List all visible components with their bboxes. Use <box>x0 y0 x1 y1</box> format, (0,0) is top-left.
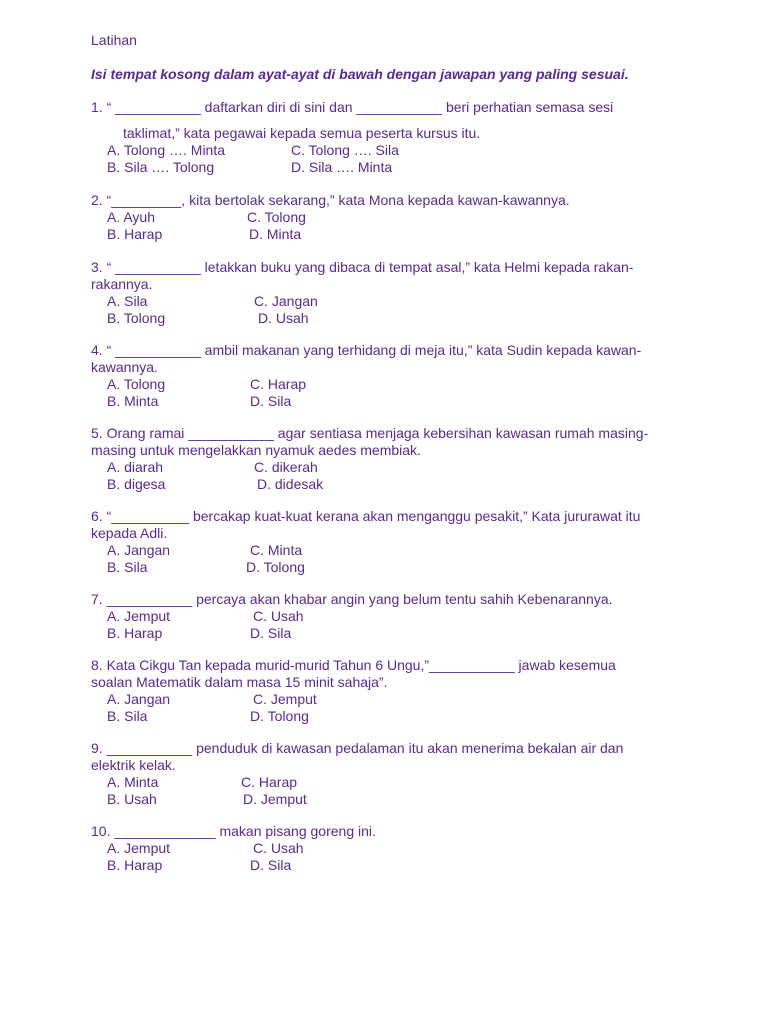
options <box>91 691 691 725</box>
option-d: D. Jemput <box>243 791 307 807</box>
option-d: D. Sila …. Minta <box>291 159 393 175</box>
question-stem-continued: masing untuk mengelakkan nyamuk aedes membiak. <box>91 442 421 458</box>
question-8 <box>91 657 691 725</box>
question-1 <box>91 99 691 176</box>
option-c: C. Jangan <box>254 293 318 309</box>
options <box>91 376 691 410</box>
question-stem: 4. “ ___________ ambil makanan yang terhidang di meja itu,” kata Sudin kepada kawan- <box>91 342 642 358</box>
question-stem-continued: elektrik kelak. <box>91 757 176 773</box>
options <box>91 459 691 493</box>
option-d: D. Tolong <box>250 708 309 724</box>
question-stem: 2. “_________, kita bertolak sekarang,” kata Mona kepada kawan-kawannya. <box>91 192 570 208</box>
option-a: A. Sila <box>107 293 148 309</box>
option-a: A. Jemput <box>107 840 171 856</box>
option-c: C. Usah <box>253 840 304 856</box>
option-b: B. Minta <box>107 393 159 409</box>
option-c: C. Tolong …. Sila <box>291 142 399 158</box>
options <box>91 774 691 808</box>
option-c: C. Harap <box>250 376 307 392</box>
page-title: Latihan <box>91 32 137 48</box>
question-stem: 7. ___________ percaya akan khabar angin yang belum tentu sahih Kebenarannya. <box>91 591 613 607</box>
question-stem-continued: taklimat,” kata pegawai kepada semua peserta kursus itu. <box>123 125 481 141</box>
question-stem: 1. “ ___________ daftarkan diri di sini dan ___________ beri perhatian semasa sesi <box>91 99 614 115</box>
option-a: A. Minta <box>107 774 159 790</box>
option-d: D. Sila <box>250 393 292 409</box>
options <box>91 608 691 642</box>
question-stem: 5. Orang ramai ___________ agar sentiasa menjaga kebersihan kawasan rumah masing- <box>91 425 649 441</box>
option-c: C. Usah <box>253 608 304 624</box>
question-stem-continued: kawannya. <box>91 359 158 375</box>
option-b: B. digesa <box>107 476 166 492</box>
option-b: B. Sila …. Tolong <box>107 159 215 175</box>
option-a: A. Tolong …. Minta <box>107 142 226 158</box>
option-b: B. Sila <box>107 559 148 575</box>
option-b: B. Usah <box>107 791 157 807</box>
option-b: B. Harap <box>107 857 163 873</box>
option-b: B. Sila <box>107 708 148 724</box>
options <box>91 542 691 576</box>
option-d: D. Tolong <box>246 559 305 575</box>
option-d: D. Usah <box>258 310 309 326</box>
question-7 <box>91 591 691 642</box>
question-stem: 3. “ ___________ letakkan buku yang dibaca di tempat asal,” kata Helmi kepada rakan- <box>91 259 634 275</box>
question-2 <box>91 192 691 243</box>
question-stem: 6. “__________ bercakap kuat-kuat kerana akan menganggu pesakit,” Kata jururawat itu <box>91 508 641 524</box>
question-stem: 10. _____________ makan pisang goreng ini. <box>91 823 376 839</box>
question-4 <box>91 342 691 410</box>
option-c: C. dikerah <box>254 459 318 475</box>
option-d: D. Sila <box>250 625 292 641</box>
option-b: B. Tolong <box>107 310 166 326</box>
option-a: A. Ayuh <box>107 209 156 225</box>
options <box>91 209 691 243</box>
question-3 <box>91 259 691 327</box>
instruction-text: Isi tempat kosong dalam ayat-ayat di bawah dengan jawapan yang paling sesuai. <box>91 66 629 82</box>
question-10 <box>91 823 691 874</box>
option-a: A. Jangan <box>107 542 171 558</box>
option-c: C. Tolong <box>247 209 306 225</box>
options <box>91 142 691 176</box>
options <box>91 840 691 874</box>
question-stem-continued: soalan Matematik dalam masa 15 minit sahaja”. <box>91 674 388 690</box>
option-b: B. Harap <box>107 625 163 641</box>
option-a: A. diarah <box>107 459 164 475</box>
option-c: C. Jemput <box>253 691 317 707</box>
option-d: D. Minta <box>249 226 302 242</box>
option-a: A. Jangan <box>107 691 171 707</box>
options <box>91 293 691 327</box>
option-c: C. Minta <box>250 542 303 558</box>
option-a: A. Tolong <box>107 376 166 392</box>
question-5 <box>91 425 691 493</box>
question-stem: 8. Kata Cikgu Tan kepada murid-murid Tahun 6 Ungu,”___________ jawab kesemua <box>91 657 616 673</box>
option-a: A. Jemput <box>107 608 171 624</box>
question-stem-continued: rakannya. <box>91 276 153 292</box>
question-stem-continued: kepada Adli. <box>91 525 168 541</box>
question-6 <box>91 508 691 576</box>
option-c: C. Harap <box>241 774 298 790</box>
question-stem: 9. ___________ penduduk di kawasan pedalaman itu akan menerima bekalan air dan <box>91 740 624 756</box>
option-d: D. didesak <box>257 476 324 492</box>
option-b: B. Harap <box>107 226 163 242</box>
question-9 <box>91 740 691 808</box>
option-d: D. Sila <box>250 857 292 873</box>
